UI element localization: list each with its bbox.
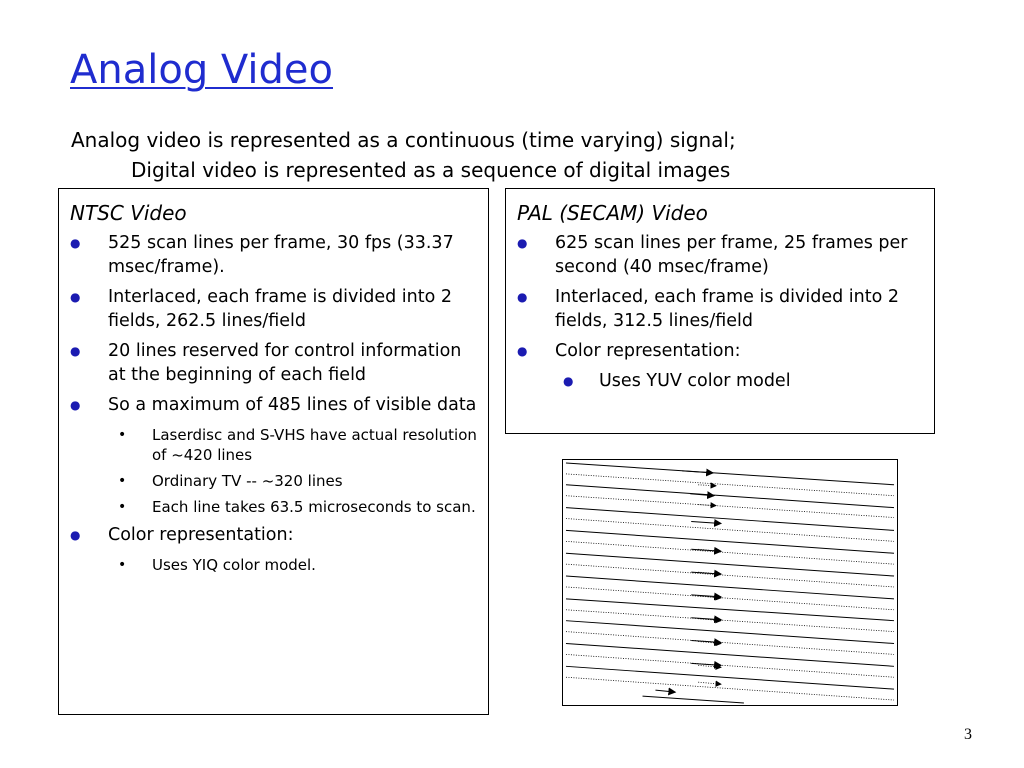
scan-line-dotted-8	[566, 632, 894, 655]
ntsc-item-color-representation	[70, 523, 478, 575]
ntsc-item-interlaced	[70, 285, 478, 333]
ntsc-item-scan-lines-text: 525 scan lines per frame, 30 fps (33.37 msec/frame).	[108, 233, 454, 277]
scan-line-dotted-7	[566, 610, 894, 632]
ntsc-subitem-ordinary-tv	[108, 471, 478, 491]
ntsc-visible-data-sublist	[108, 425, 478, 517]
pal-panel	[505, 188, 935, 434]
scan-line-solid-7	[566, 599, 894, 621]
ntsc-subitem-yiq-text: Uses YIQ color model.	[152, 556, 316, 574]
ntsc-heading: NTSC Video	[70, 201, 187, 225]
arrowhead-icon	[682, 471, 713, 473]
ntsc-subitem-laserdisc	[108, 425, 478, 465]
ntsc-panel	[58, 188, 489, 715]
scan-line-solid-9	[566, 644, 894, 667]
scan-line-dotted-2	[566, 496, 894, 518]
scan-line-dotted-4	[566, 541, 894, 564]
page-title: Analog Video	[70, 47, 333, 93]
ntsc-item-visible-data-text: So a maximum of 485 lines of visible data	[108, 395, 477, 415]
scan-line-dotted-3	[566, 519, 894, 542]
scan-line-dotted-6	[566, 587, 894, 610]
pal-list	[517, 231, 924, 393]
interlaced-scan-diagram	[562, 459, 898, 706]
scan-line-dotted-5	[566, 564, 894, 587]
pal-item-scan-lines	[517, 231, 924, 279]
scan-line-solid-10	[566, 666, 894, 689]
ntsc-color-sublist	[108, 555, 478, 575]
pal-item-scan-lines-text: 625 scan lines per frame, 25 frames per second (40 msec/frame)	[555, 233, 908, 277]
arrowhead-icon	[698, 665, 721, 667]
arrowhead-icon	[691, 521, 721, 523]
arrowhead-icon	[698, 485, 716, 486]
arrowhead-icon	[698, 682, 721, 684]
pal-item-color-representation	[517, 339, 924, 393]
pal-heading: PAL (SECAM) Video	[517, 201, 708, 225]
ntsc-subitem-line-scan-time-text: Each line takes 63.5 microseconds to scan.	[152, 498, 476, 516]
scan-line-solid-8	[566, 621, 894, 644]
arrowhead-icon	[698, 505, 716, 506]
ntsc-item-color-representation-text: Color representation:	[108, 525, 294, 545]
scan-line-solid-6	[566, 576, 894, 599]
ntsc-subitem-line-scan-time	[108, 497, 478, 517]
scan-line-solid-2	[566, 485, 894, 508]
scan-line-solid-3	[566, 508, 894, 531]
scan-line-dotted-9	[566, 654, 894, 677]
pal-item-interlaced	[517, 285, 924, 333]
scan-line-solid-5	[566, 553, 894, 576]
ntsc-item-control-lines-text: 20 lines reserved for control information at the beginning of each field	[108, 341, 462, 385]
ntsc-subitem-laserdisc-text: Laserdisc and S-VHS have actual resolution of ~420 lines	[152, 426, 477, 464]
interlaced-scan-svg	[563, 460, 897, 705]
subtitle-analog-line: Analog video is represented as a continuous (time varying) signal;	[71, 128, 736, 152]
pal-item-interlaced-text: Interlaced, each frame is divided into 2 fields, 312.5 lines/field	[555, 287, 900, 331]
ntsc-item-visible-data	[70, 393, 478, 517]
scan-line-dotted-10	[566, 677, 894, 700]
ntsc-subitem-ordinary-tv-text: Ordinary TV -- ~320 lines	[152, 472, 343, 490]
arrowhead-icon	[655, 690, 675, 692]
scan-line-final	[643, 696, 744, 703]
ntsc-item-control-lines	[70, 339, 478, 387]
page-number: 3	[964, 726, 972, 743]
scan-line-solid-4	[566, 530, 894, 553]
ntsc-subitem-yiq	[108, 555, 478, 575]
pal-subitem-yuv-text: Uses YUV color model	[599, 371, 791, 391]
scan-line-dotted-1	[566, 474, 894, 496]
pal-subitem-yuv	[555, 369, 924, 393]
subtitle-digital-line: Digital video is represented as a sequence of digital images	[131, 158, 731, 182]
ntsc-list	[70, 231, 478, 575]
ntsc-item-scan-lines	[70, 231, 478, 279]
scan-line-solid-1	[566, 463, 894, 485]
pal-item-color-representation-text: Color representation:	[555, 341, 741, 361]
ntsc-item-interlaced-text: Interlaced, each frame is divided into 2 fields, 262.5 lines/field	[108, 287, 453, 331]
